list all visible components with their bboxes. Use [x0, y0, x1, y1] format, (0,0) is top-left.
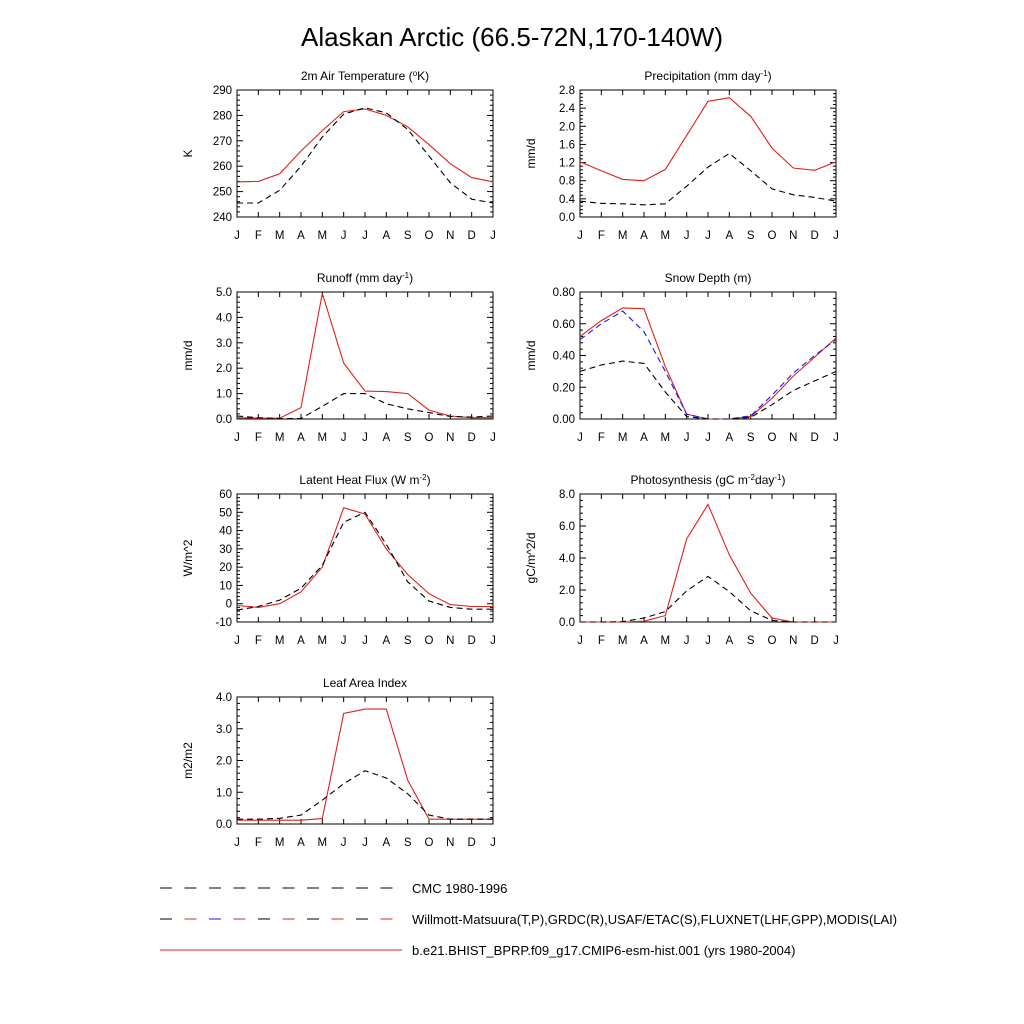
x-tick-label: M	[660, 230, 671, 242]
x-tick-label: S	[746, 635, 755, 647]
title-part: )	[409, 271, 414, 285]
y-axis-label: gC/m^2/d	[524, 532, 538, 584]
title-part: day	[755, 473, 775, 487]
x-tick-label: M	[317, 837, 328, 849]
x-tick-label: O	[767, 635, 777, 647]
panel-2	[524, 69, 839, 243]
title-part: -2	[419, 472, 427, 482]
x-tick-label: N	[789, 432, 798, 444]
x-tick-label: A	[725, 635, 734, 647]
title-part: Precipitation (mm day	[644, 69, 761, 83]
title-part: Latent Heat Flux (W m	[299, 473, 420, 487]
y-tick-label: -10	[215, 617, 232, 629]
x-tick-label: A	[297, 432, 305, 444]
x-tick-label: O	[767, 432, 777, 444]
x-tick-label: A	[725, 432, 734, 444]
y-tick-label: 0.60	[552, 318, 575, 331]
x-tick-label: N	[789, 230, 798, 242]
series-line-model	[237, 109, 493, 182]
y-tick-label: 0.00	[552, 414, 575, 426]
y-tick-label: 30	[219, 543, 232, 556]
y-tick-label: 0.0	[216, 414, 232, 426]
legend	[160, 881, 897, 958]
x-tick-label: N	[446, 432, 455, 444]
x-tick-label: M	[274, 432, 285, 444]
panel-title	[301, 69, 429, 84]
x-tick-label: M	[317, 432, 328, 444]
x-tick-label: J	[490, 635, 496, 647]
x-tick-label: S	[403, 230, 412, 242]
x-tick-label: F	[254, 635, 262, 647]
x-tick-label: N	[446, 635, 455, 647]
panel-4	[524, 271, 839, 444]
x-tick-label: M	[317, 230, 328, 242]
x-tick-label: J	[577, 230, 583, 242]
x-tick-label: N	[446, 837, 455, 849]
x-tick-label: F	[254, 230, 262, 242]
y-tick-label: 5.0	[216, 287, 232, 299]
series-line-alt	[580, 311, 836, 419]
y-tick-label: 2.4	[559, 103, 575, 116]
y-tick-label: 2.0	[559, 585, 575, 597]
title-part: -1	[402, 270, 410, 280]
y-tick-label: 4.0	[216, 692, 232, 704]
title-part: )	[426, 473, 431, 487]
x-tick-label: A	[297, 230, 305, 242]
x-tick-label: A	[382, 432, 391, 444]
x-tick-label: J	[234, 837, 240, 849]
x-tick-label: N	[789, 635, 798, 647]
x-tick-label: J	[705, 230, 711, 242]
x-tick-label: D	[467, 230, 476, 242]
x-tick-label: D	[810, 432, 819, 444]
series-line-model	[237, 293, 493, 418]
plot-frame	[237, 292, 493, 419]
panel-title	[299, 473, 430, 488]
x-tick-label: F	[597, 432, 605, 444]
panel-title	[631, 473, 786, 488]
y-tick-label: 20	[219, 562, 232, 575]
panel-3	[181, 271, 496, 445]
x-tick-label: J	[234, 230, 240, 242]
y-tick-label: 0.8	[559, 175, 575, 188]
x-tick-label: O	[424, 635, 434, 647]
y-tick-label: 10	[219, 580, 232, 593]
x-tick-label: D	[467, 432, 476, 444]
x-tick-label: D	[810, 635, 819, 647]
plot-frame	[237, 697, 493, 824]
y-tick-label: 2.0	[559, 121, 575, 134]
legend-entry	[160, 943, 795, 958]
x-tick-label: J	[234, 432, 240, 444]
x-tick-label: J	[340, 837, 347, 849]
x-tick-label: J	[362, 635, 368, 647]
legend-entry	[160, 912, 897, 927]
y-tick-label: 0.40	[552, 350, 575, 363]
x-tick-label: J	[362, 432, 368, 444]
y-tick-label: 0.0	[559, 212, 575, 224]
panel-5	[181, 473, 496, 648]
y-tick-label: 40	[219, 525, 232, 538]
panels	[181, 69, 839, 850]
series-line-obs	[580, 576, 836, 622]
title-part: )	[781, 473, 786, 487]
title-part: Leaf Area Index	[322, 676, 408, 690]
y-tick-label: 0.0	[559, 617, 575, 629]
x-tick-label: J	[362, 230, 368, 242]
y-tick-label: 0	[225, 598, 232, 611]
y-tick-label: 0.0	[216, 819, 232, 831]
y-tick-label: 250	[212, 186, 232, 199]
x-tick-label: N	[446, 230, 455, 242]
x-tick-label: A	[640, 635, 648, 647]
series-line-model	[580, 308, 836, 419]
title-part: Photosynthesis (gC m	[630, 473, 748, 487]
x-tick-label: S	[746, 432, 755, 444]
panel-1	[181, 69, 496, 243]
x-tick-label: O	[424, 837, 434, 849]
x-tick-label: M	[617, 230, 628, 242]
y-axis-label: mm/d	[524, 340, 538, 371]
y-tick-label: 3.0	[216, 337, 232, 350]
y-tick-label: 0.20	[552, 382, 575, 395]
y-tick-label: 2.8	[559, 85, 575, 97]
series-line-model	[580, 98, 836, 181]
y-tick-label: 240	[212, 212, 232, 224]
y-tick-label: 3.0	[216, 723, 232, 736]
panel-title	[665, 271, 752, 285]
legend-entry	[160, 881, 507, 896]
y-tick-label: 290	[212, 85, 232, 97]
x-tick-label: M	[617, 635, 628, 647]
x-tick-label: J	[340, 432, 347, 444]
title-part: Runoff (mm day	[316, 271, 403, 285]
x-tick-label: J	[340, 230, 347, 242]
plot-frame	[580, 494, 836, 622]
y-tick-label: 1.0	[216, 787, 232, 800]
x-tick-label: J	[340, 635, 347, 647]
x-tick-label: J	[833, 635, 839, 647]
x-tick-label: M	[660, 635, 671, 647]
x-tick-label: S	[403, 432, 412, 444]
series-line-model	[237, 508, 493, 608]
y-tick-label: 1.6	[559, 139, 575, 152]
y-tick-label: 4.0	[559, 553, 575, 565]
y-axis-label: mm/d	[181, 340, 195, 371]
title-part: )	[767, 69, 772, 83]
x-tick-label: S	[403, 837, 412, 849]
x-tick-label: J	[490, 230, 496, 242]
y-tick-label: 2.0	[216, 363, 232, 376]
x-tick-label: M	[274, 635, 285, 647]
x-tick-label: A	[382, 230, 391, 242]
x-tick-label: J	[490, 837, 496, 849]
series-line-obs	[237, 108, 493, 203]
x-tick-label: J	[683, 432, 690, 444]
x-tick-label: O	[767, 230, 777, 242]
y-tick-label: 6.0	[559, 521, 575, 533]
x-tick-label: M	[317, 635, 328, 647]
x-tick-label: S	[746, 230, 755, 242]
x-tick-label: J	[833, 432, 839, 444]
x-tick-label: F	[254, 837, 262, 849]
x-tick-label: M	[660, 432, 671, 444]
main-title: Alaskan Arctic (66.5-72N,170-140W)	[301, 22, 723, 52]
x-tick-label: A	[725, 230, 734, 242]
y-tick-label: 260	[212, 161, 232, 174]
x-tick-label: J	[833, 230, 839, 242]
x-tick-label: J	[362, 837, 368, 849]
x-tick-label: O	[424, 432, 434, 444]
x-tick-label: D	[810, 230, 819, 242]
legend-label: CMC 1980-1996	[412, 881, 508, 896]
panel-7	[181, 676, 496, 849]
plot-frame	[580, 90, 836, 217]
title-part: -2	[747, 472, 756, 482]
x-tick-label: A	[382, 837, 391, 849]
x-tick-label: J	[577, 432, 583, 444]
y-tick-label: 60	[219, 489, 232, 501]
x-tick-label: J	[234, 635, 240, 647]
y-tick-label: 1.0	[216, 388, 232, 401]
series-line-model	[580, 504, 836, 622]
y-tick-label: 0.80	[552, 287, 575, 299]
y-tick-label: 4.0	[216, 312, 232, 325]
x-tick-label: D	[467, 837, 476, 849]
y-tick-label: 1.2	[559, 157, 575, 170]
title-part: Snow Depth (m)	[664, 271, 752, 285]
series-line-obs	[237, 771, 493, 820]
y-tick-label: 0.4	[559, 193, 575, 206]
y-tick-label: 280	[212, 110, 232, 123]
legend-label: b.e21.BHIST_BPRP.f09_g17.CMIP6-esm-hist.001 (yrs 1980-2004)	[412, 943, 796, 958]
panel-title	[323, 676, 407, 690]
x-tick-label: A	[297, 635, 305, 647]
y-axis-label: K	[181, 149, 195, 158]
x-tick-label: J	[683, 230, 690, 242]
title-part: -1	[774, 472, 782, 482]
series-line-model	[237, 709, 493, 820]
x-tick-label: O	[424, 230, 434, 242]
x-tick-label: J	[490, 432, 496, 444]
x-tick-label: M	[274, 837, 285, 849]
legend-label: Willmott-Matsuura(T,P),GRDC(R),USAF/ETAC(S),FLUXNET(LHF,GPP),MODIS(LAI)	[412, 912, 898, 927]
title-part: o	[412, 68, 418, 78]
y-tick-label: 50	[219, 507, 232, 520]
x-tick-label: D	[467, 635, 476, 647]
x-tick-label: F	[254, 432, 262, 444]
y-tick-label: 270	[212, 135, 232, 148]
x-tick-label: F	[597, 230, 605, 242]
title-part: (	[405, 69, 413, 83]
x-tick-label: A	[640, 432, 648, 444]
panel-6	[524, 473, 839, 648]
y-axis-label: W/m^2	[181, 539, 195, 577]
x-tick-label: A	[640, 230, 648, 242]
x-tick-label: F	[597, 635, 605, 647]
x-tick-label: J	[705, 635, 711, 647]
title-part: )	[425, 69, 430, 83]
title-part: 2m Air Temperature	[300, 69, 406, 83]
x-tick-label: M	[617, 432, 628, 444]
x-tick-label: J	[705, 432, 711, 444]
y-tick-label: 2.0	[216, 755, 232, 768]
series-line-obs	[580, 154, 836, 205]
x-tick-label: S	[403, 635, 412, 647]
x-tick-label: J	[577, 635, 583, 647]
x-tick-label: A	[297, 837, 305, 849]
panel-title	[644, 69, 771, 84]
y-axis-label: mm/d	[524, 138, 538, 169]
y-tick-label: 8.0	[559, 489, 575, 501]
title-part: K	[417, 69, 426, 83]
title-part: -1	[760, 68, 768, 78]
x-tick-label: J	[683, 635, 690, 647]
x-tick-label: M	[274, 230, 285, 242]
panel-title	[317, 271, 413, 286]
y-axis-label: m2/m2	[181, 742, 195, 779]
series-line-obs	[237, 512, 493, 610]
x-tick-label: A	[382, 635, 391, 647]
